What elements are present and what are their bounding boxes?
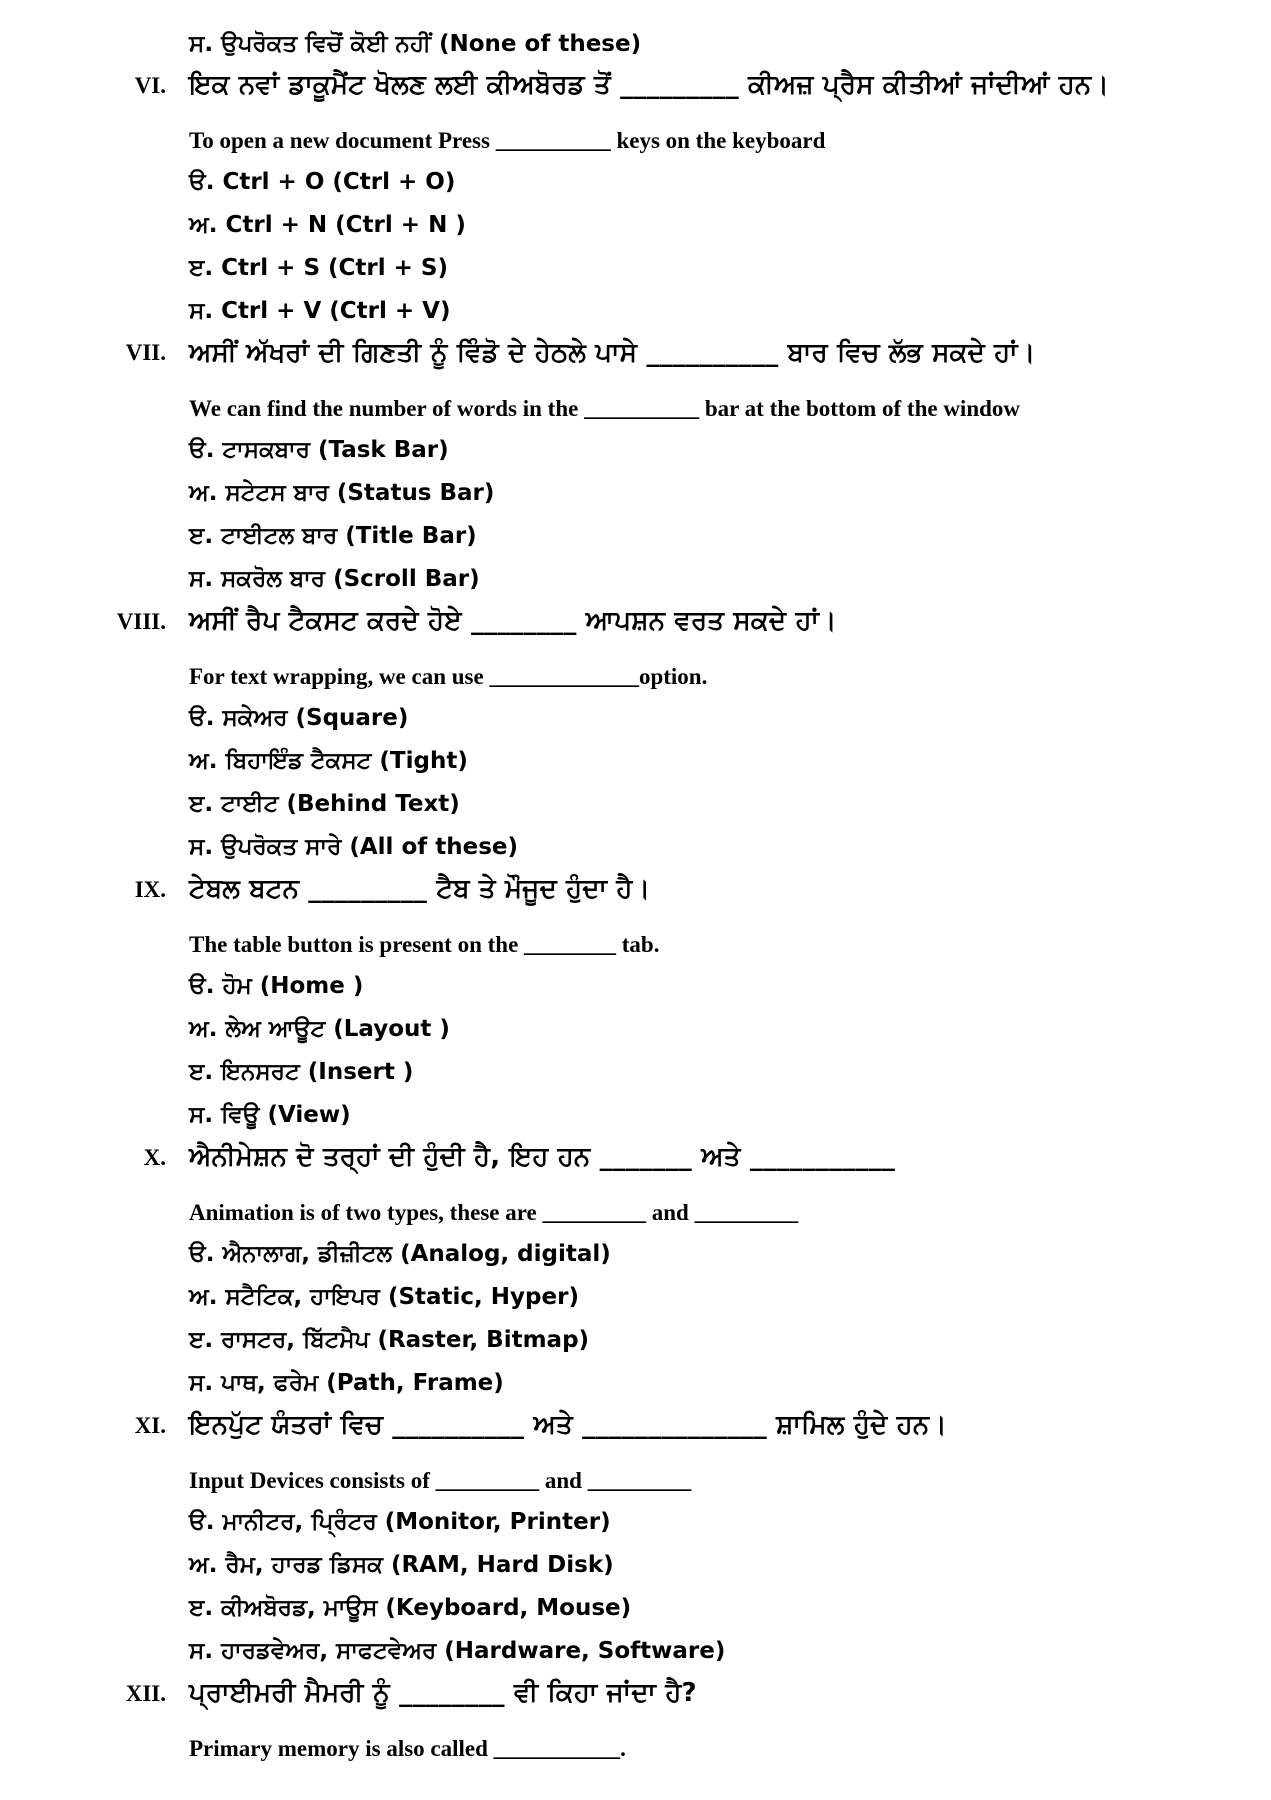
question-punjabi: ਪ੍ਰਾਈਮਰੀ ਮੈਮਰੀ ਨੂੰ ________ ਵੀ ਕਿਹਾ ਜਾਂਦਾ ਹੈ? (189, 1678, 697, 1708)
option-b: ਅ. ਸਟੇਟਸ ਬਾਰ (Status Bar) (189, 480, 495, 506)
option-d: ਸ. ਪਾਥ, ਫਰੇਮ (Path, Frame) (189, 1370, 504, 1396)
question-punjabi: ਅਸੀਂ ਅੱਖਰਾਂ ਦੀ ਗਿਣਤੀ ਨੂੰ ਵਿੰਡੋ ਦੇ ਹੇਠਲੇ ਪਾਸੇ __________ ਬਾਰ ਵਿਚ ਲੱਭ ਸਕਦੇ ਹਾਂ। (189, 338, 1036, 368)
question-punjabi: ਇਕ ਨਵਾਂ ਡਾਕੂਮੈਂਟ ਖੋਲਣ ਲਈ ਕੀਅਬੋਰਡ ਤੋਂ _________ ਕੀਅਜ਼ ਪ੍ਰੈਸ ਕੀਤੀਆਂ ਜਾਂਦੀਆਂ ਹਨ। (189, 70, 1110, 100)
question-number: VIII. (116, 609, 166, 634)
question-number: X. (143, 1145, 166, 1170)
question-english: Input Devices consists of _________ and _________ (189, 1468, 692, 1493)
option-a: ੳ. ਐਨਾਲਾਗ, ਡੀਜ਼ੀਟਲ (Analog, digital) (189, 1241, 611, 1267)
option-c: ੲ. ਟਾਈਟਲ ਬਾਰ (Title Bar) (189, 523, 477, 549)
question-punjabi: ਟੇਬਲ ਬਟਨ _________ ਟੈਬ ਤੇ ਮੌਜੂਦ ਹੁੰਦਾ ਹੈ। (189, 874, 651, 904)
option-c: ੲ. Ctrl + S (Ctrl + S) (189, 255, 448, 281)
question-english: We can find the number of words in the __________ bar at the bottom of the window (189, 396, 1021, 421)
option-d: ਸ. ਉਪਰੋਕਤ ਸਾਰੇ (All of these) (189, 834, 519, 860)
question-number: IX. (134, 877, 166, 902)
option-c: ੲ. ਕੀਅਬੋਰਡ, ਮਾਊਸ (Keyboard, Mouse) (189, 1595, 632, 1621)
question-punjabi: ਅਸੀਂ ਰੈਪ ਟੈਕਸਟ ਕਰਦੇ ਹੋਏ ________ ਆਪਸ਼ਨ ਵਰਤ ਸਕਦੇ ਹਾਂ। (189, 606, 837, 636)
option-b: ਅ. ਬਿਹਾਇੰਡ ਟੈਕਸਟ (Tight) (189, 748, 468, 774)
question-punjabi: ਇਨਪੁੱਟ ਯੰਤਰਾਂ ਵਿਚ __________ ਅਤੇ ______________ ਸ਼ਾਮਿਲ ਹੁੰਦੇ ਹਨ। (189, 1410, 947, 1440)
question-number: VII. (125, 340, 166, 365)
option-c: ੲ. ਰਾਸਟਰ, ਬਿੱਟਮੈਪ (Raster, Bitmap) (189, 1327, 590, 1353)
option-a: ੳ. ਮਾਨੀਟਰ, ਪ੍ਰਿੰਟਰ (Monitor, Printer) (189, 1509, 611, 1535)
option-b: ਅ. ਸਟੈਟਿਕ, ਹਾਇਪਰ (Static, Hyper) (189, 1284, 579, 1310)
question-english: The table button is present on the ________ tab. (189, 932, 660, 957)
option-c: ੲ. ਇਨਸਰਟ (Insert ) (189, 1059, 414, 1085)
option-b: ਅ. Ctrl + N (Ctrl + N ) (189, 212, 466, 238)
option-a: ੳ. ਟਾਸਕਬਾਰ (Task Bar) (189, 437, 449, 463)
option-c: ੲ. ਟਾਈਟ (Behind Text) (189, 791, 460, 817)
option-b: ਅ. ਲੇਅ ਆਊਟ (Layout ) (189, 1016, 450, 1042)
question-number: VI. (134, 73, 166, 98)
option-d: ਸ. ਵਿਊ (View) (189, 1102, 351, 1128)
question-english: Animation is of two types, these are _________ and _________ (189, 1200, 799, 1225)
question-english: For text wrapping, we can use _____________option. (189, 664, 708, 689)
question-number: XII. (125, 1681, 166, 1706)
carryover-option: ਸ. ਉਪਰੋਕਤ ਵਿਚੋਂ ਕੋਈ ਨਹੀਂ (None of these) (189, 31, 642, 57)
option-d: ਸ. ਸਕਰੋਲ ਬਾਰ (Scroll Bar) (189, 566, 480, 592)
question-english: To open a new document Press __________ keys on the keyboard (189, 128, 826, 153)
option-d: ਸ. ਹਾਰਡਵੇਅਰ, ਸਾਫਟਵੇਅਰ (Hardware, Software) (189, 1638, 726, 1664)
option-d: ਸ. Ctrl + V (Ctrl + V) (189, 298, 451, 324)
question-punjabi: ਐਨੀਮੇਸ਼ਨ ਦੋ ਤਰ੍ਹਾਂ ਦੀ ਹੁੰਦੀ ਹੈ, ਇਹ ਹਨ _______ ਅਤੇ ___________ (189, 1142, 896, 1172)
option-a: ੳ. Ctrl + O (Ctrl + O) (189, 169, 456, 195)
option-a: ੳ. ਹੋਮ (Home ) (189, 973, 364, 999)
question-number: XI. (134, 1413, 166, 1438)
question-english: Primary memory is also called ___________. (189, 1736, 626, 1761)
option-b: ਅ. ਰੈਮ, ਹਾਰਡ ਡਿਸਕ (RAM, Hard Disk) (189, 1552, 614, 1578)
option-a: ੳ. ਸਕੇਅਰ (Square) (189, 705, 409, 731)
